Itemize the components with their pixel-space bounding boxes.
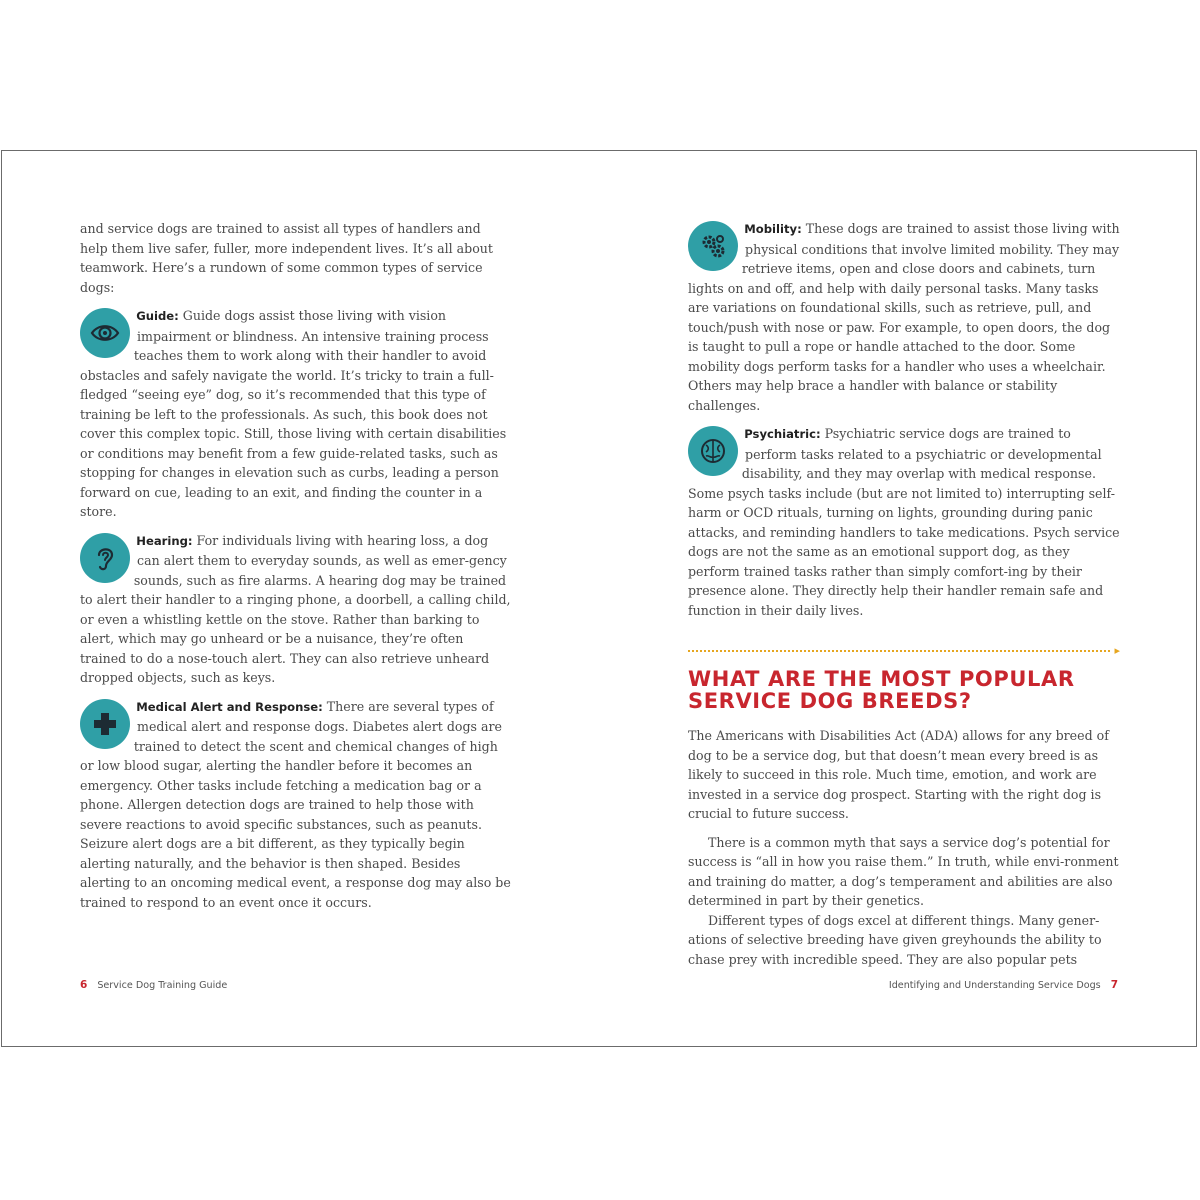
body-paragraph-3: Different types of dogs excel at different things. Many gener-ations of selective breeding have given greyhounds the ability to chase prey with incredible speed. They are also popular pets [688, 912, 1102, 967]
term-hearing: Hearing: [136, 533, 193, 548]
term-guide: Guide: [136, 309, 179, 323]
eye-icon [80, 308, 130, 358]
text-hearing: For individuals living with hearing loss, a dog can alert them to everyday sounds, as well as emer-gency sounds, such as fire alarms. A hearing dog may be trained to alert their handler to a ringing phone, a doorbell, a calling child, or even a whistling kettle on the stove. Rather than barking to alert, which may go unheard or be a nuisance, they’re often trained to do a nose-touch alert. They can also retrieve unheard dropped objects, such as keys. [80, 532, 511, 685]
left-page [2, 151, 600, 1046]
section-heading: WHAT ARE THE MOST POPULAR SERVICE DOG BREEDS? [688, 667, 1075, 713]
text-psychiatric: Psychiatric service dogs are trained to perform tasks related to a psychiatric or developmental disability, and they may overlap with medical response. Some psych tasks include (but are not limited to) interrupting self-harm or OCD rituals, turning on lights, grounding during panic attacks, and reminding handlers to take medications. Psych service dogs are not the same as an emotional support dog, as they perform trained tasks rather than simply comfort-ing by their presence alone. They directly help their handler remain safe and function in their daily lives. [688, 426, 1120, 618]
body-paragraph-2: There is a common myth that says a service dog’s potential for success is “all in how you raise them.” In truth, while envi-ronment and training do matter, a dog’s temperament and abilities are also determined in part by their genetics. [688, 834, 1119, 908]
term-mobility: Mobility: [744, 222, 802, 236]
entry-psychiatric [688, 424, 1120, 620]
text-medical: There are several types of medical alert and response dogs. Diabetes alert dogs are trained to detect the scent and chemical changes of high or low blood sugar, alerting the handler before it becomes an emergency. Other tasks include fetching a medication bag or a phone. Allergen detection dogs are trained to help those with severe reactions to avoid specific substances, such as peanuts. Seizure alert dogs are a bit different, as they typically begin alerting naturally, and the behavior is then shaped. Besides alerting to an oncoming medical event, a response dog may also be trained to respond to an event once it occurs. [80, 698, 511, 910]
term-psychiatric: Psychiatric: [744, 427, 821, 441]
book-spread [1, 150, 1197, 1047]
entry-mobility [688, 219, 1120, 415]
intro-paragraph: and service dogs are trained to assist all types of handlers and help them live safer, fuller, more independent lives. It’s all about teamwork. Here’s a rundown of some common types of service dogs: [80, 221, 493, 295]
right-running-title: Identifying and Understanding Service Dogs [888, 980, 1101, 991]
text-mobility: These dogs are trained to assist those living with physical conditions that involve limited mobility. They may retrieve items, open and close doors and cabinets, turn lights on and off, and help with daily personal tasks. Many tasks are variations on foundational skills, such as retrieve, pull, and touch/push with nose or paw. For example, to open doors, the dog is taught to pull a rope or handle attached to the door. Some mobility dogs perform tasks for a handler who uses a wheelchair. Others may help brace a handler with balance or stability challenges. [688, 221, 1120, 413]
left-running-title: Service Dog Training Guide [97, 980, 228, 991]
right-column [688, 219, 1120, 969]
right-page-number: 7 [1110, 979, 1118, 991]
medical-cross-icon [80, 699, 130, 749]
body-paragraph-1: The Americans with Disabilities Act (ADA) allows for any breed of dog to be a service dog, but that doesn’t mean every breed is as likely to succeed in this role. Much time, emotion, and work are invested in a service dog prospect. Starting with the right dog is crucial to future success. [688, 728, 1109, 821]
arrow-right-icon: ▸ [1114, 644, 1120, 657]
dotted-rule [688, 650, 1110, 652]
right-page [600, 151, 1198, 1046]
right-footer [889, 979, 1118, 991]
term-medical: Medical Alert and Response: [136, 699, 323, 714]
text-guide: Guide dogs assist those living with vision impairment or blindness. An intensive training process teaches them to work along with their handler to avoid obstacles and safely navigate the world. It’s tricky to train a full-fledged “seeing eye” dog, so it’s recommended that this type of training be left to the professionals. As such, this book does not cover this complex topic. Still, those living with certain disabilities or conditions may benefit from a few guide-related tasks, such as stopping for changes in elevation such as curbs, leading a person forward on cue, leading to an exit, and finding the counter in a store. [80, 308, 507, 519]
entry-hearing [80, 531, 512, 688]
gears-icon [688, 221, 738, 271]
brain-icon [688, 426, 738, 476]
ear-icon [80, 533, 130, 583]
left-column [80, 219, 512, 921]
entry-medical [80, 697, 512, 913]
left-footer [80, 979, 227, 991]
left-page-number: 6 [80, 979, 88, 991]
section-divider [688, 642, 1120, 658]
entry-guide [80, 306, 512, 522]
